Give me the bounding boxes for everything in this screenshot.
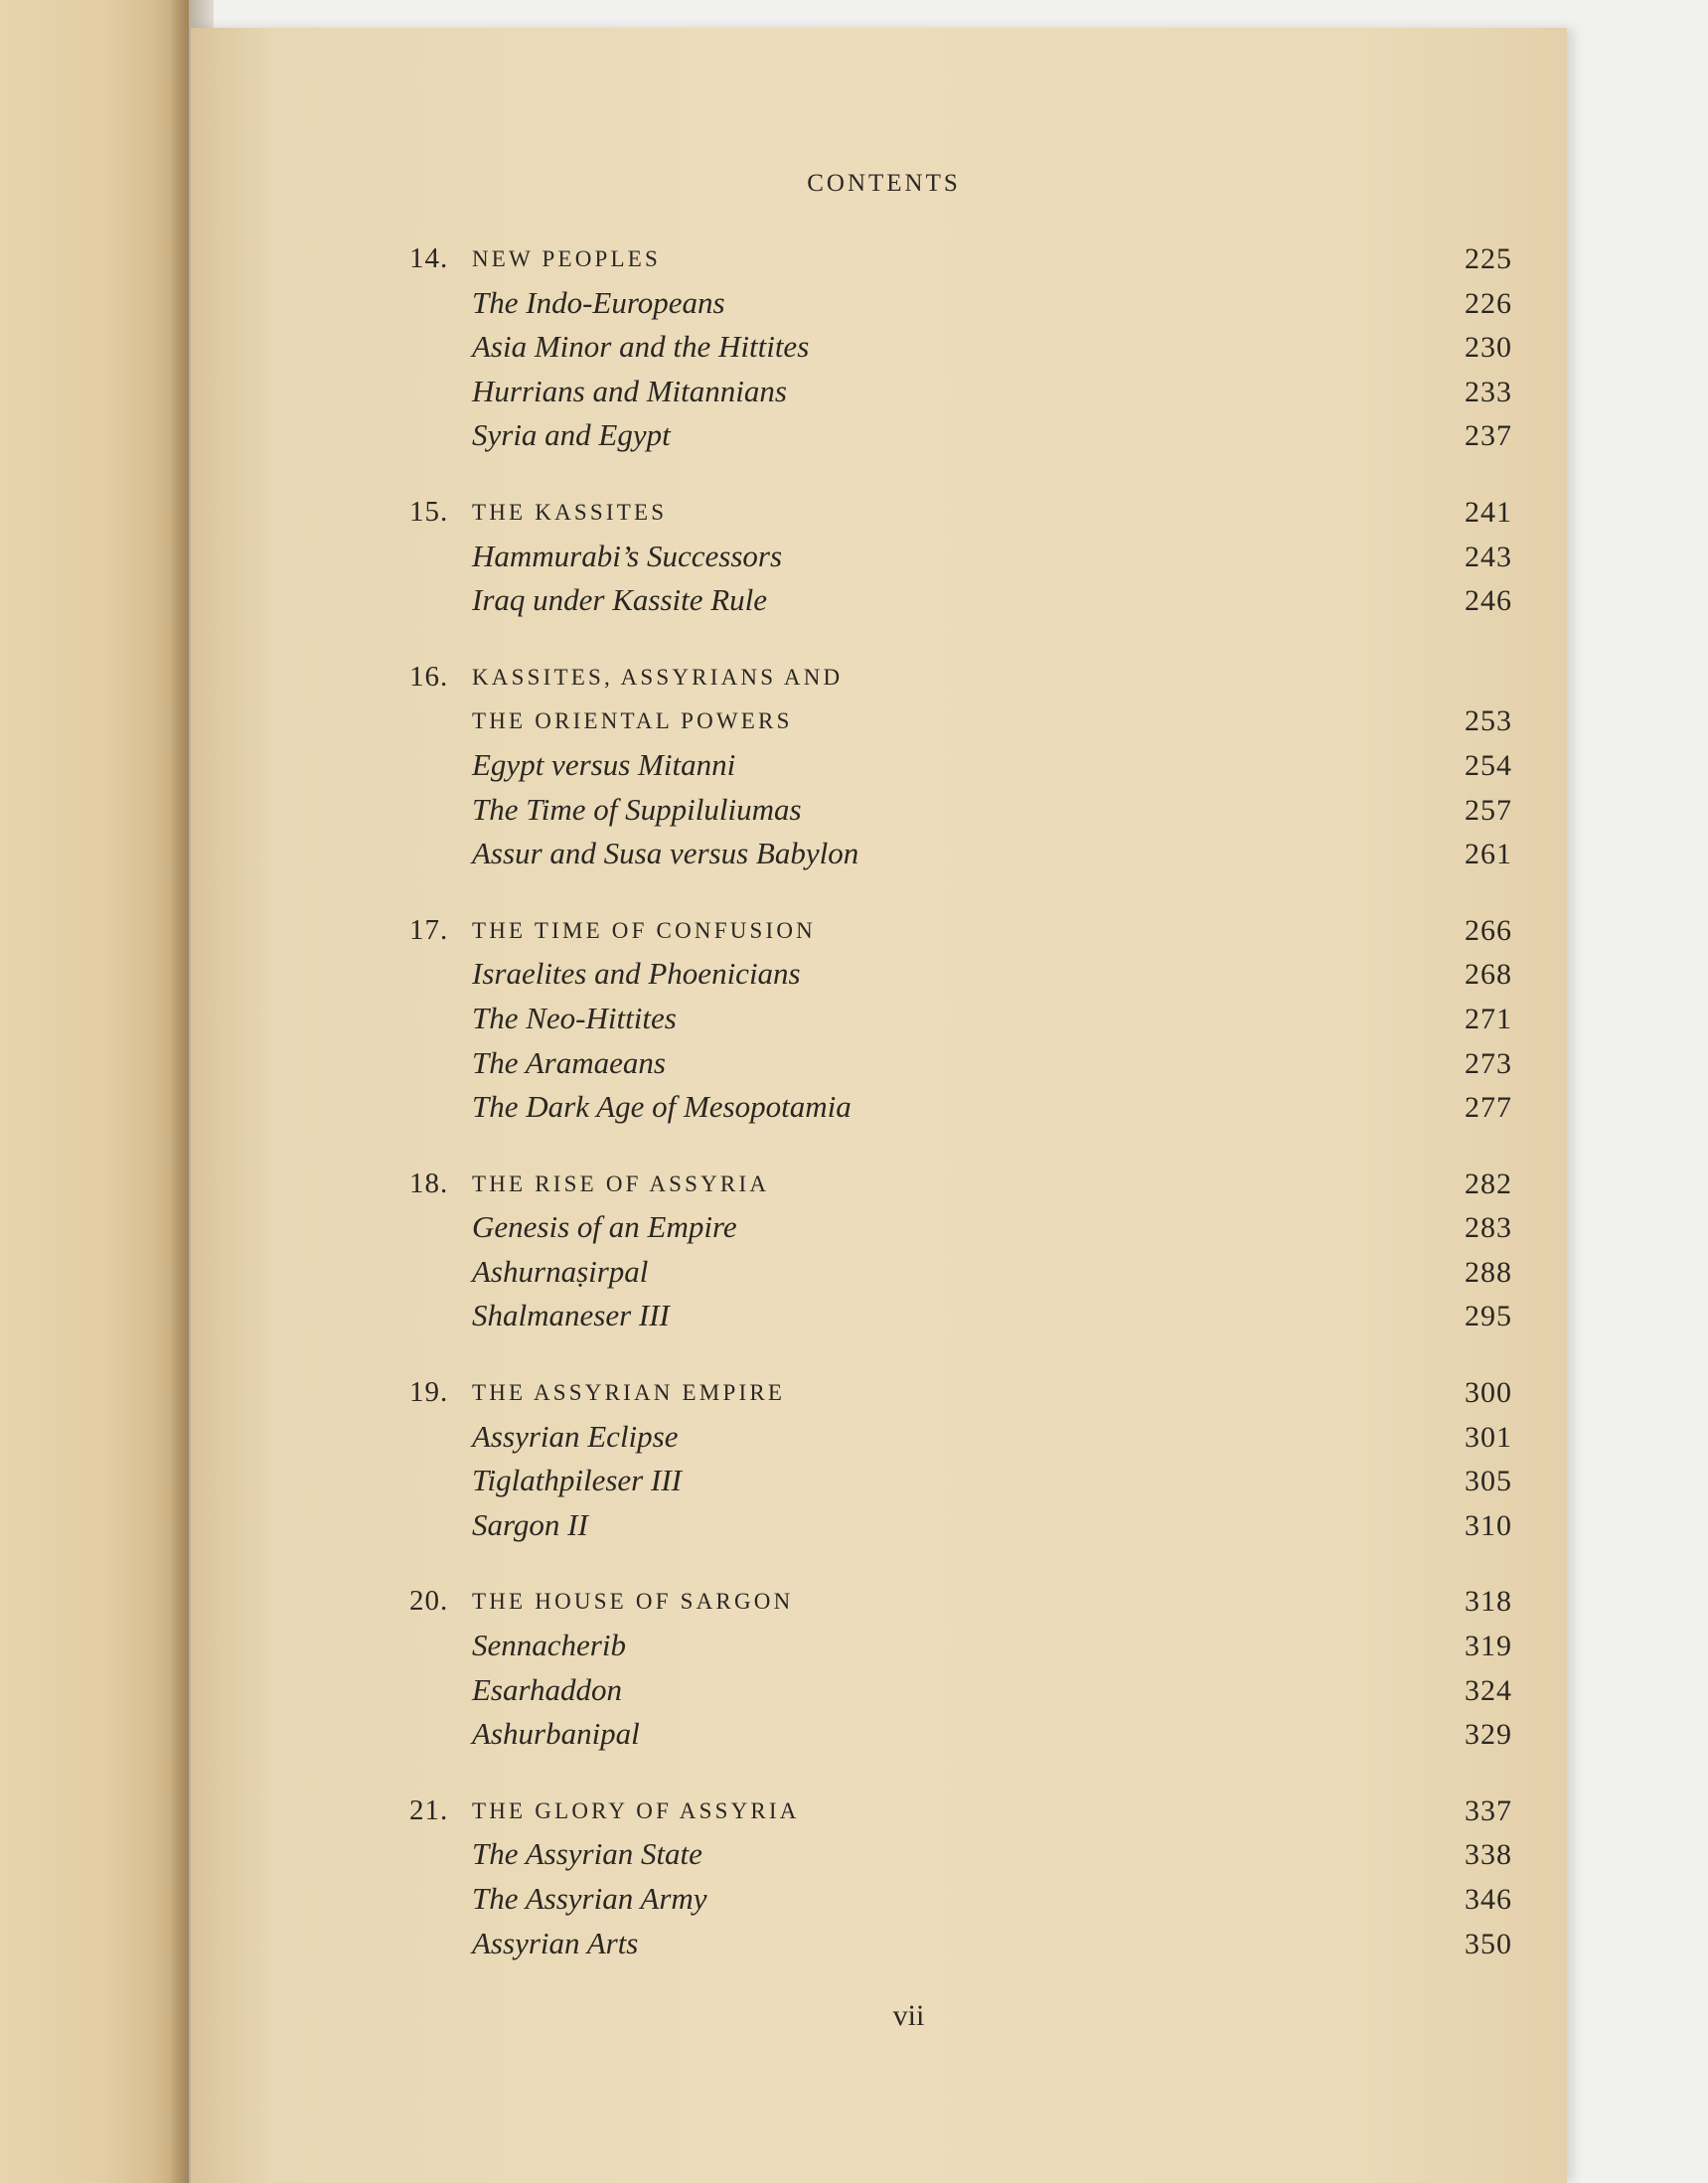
chapter-number: 20. <box>409 1585 449 1618</box>
chapter-number: 18. <box>409 1167 449 1199</box>
page-number: 271 <box>1465 1002 1512 1035</box>
section-title: The Indo-Europeans <box>472 284 725 320</box>
page-number: 324 <box>1465 1673 1512 1707</box>
section-entry <box>409 788 1512 833</box>
section-title: Sennacherib <box>472 1628 626 1663</box>
page-number: 300 <box>1465 1376 1512 1410</box>
table-of-contents <box>409 236 1512 1997</box>
page-number: 225 <box>1465 242 1512 275</box>
chapter-title: THE TIME OF CONFUSION <box>472 917 816 943</box>
section-title: The Time of Suppiluliumas <box>472 791 802 827</box>
chapter-15 <box>409 490 1512 623</box>
chapter-heading <box>409 1789 1512 1833</box>
section-entry <box>409 1459 1512 1503</box>
page-number: 254 <box>1465 748 1512 782</box>
section-title: Egypt versus Mitanni <box>472 746 736 782</box>
chapter-heading <box>409 1370 1512 1415</box>
page-number: 283 <box>1465 1211 1512 1245</box>
section-title: Sargon II <box>472 1506 588 1542</box>
page-number: 350 <box>1465 1927 1512 1960</box>
chapter-17 <box>409 908 1512 1130</box>
section-title: Ashurnaṣirpal <box>472 1253 649 1289</box>
page-number: 257 <box>1465 793 1512 827</box>
page-number: 329 <box>1465 1718 1512 1752</box>
section-title: Ashurbanipal <box>472 1716 640 1752</box>
section-entry <box>409 535 1512 579</box>
page-number: 277 <box>1465 1091 1512 1125</box>
section-entry <box>409 1041 1512 1086</box>
page-number: 295 <box>1465 1300 1512 1333</box>
page-folio: vii <box>892 1999 925 2032</box>
section-title: Iraq under Kassite Rule <box>472 582 768 618</box>
section-entry <box>409 1922 1512 1966</box>
chapter-18 <box>409 1162 1512 1338</box>
page-title: CONTENTS <box>807 170 961 197</box>
section-entry <box>409 997 1512 1041</box>
section-entry <box>409 1668 1512 1713</box>
chapter-number: 16. <box>409 660 449 693</box>
chapter-title: THE RISE OF ASSYRIA <box>472 1170 770 1196</box>
section-entry <box>409 1712 1512 1757</box>
page-number: 268 <box>1465 958 1512 992</box>
chapter-heading <box>409 655 1512 700</box>
section-entry <box>409 578 1512 623</box>
page-number: 301 <box>1465 1420 1512 1454</box>
page-number: 338 <box>1465 1838 1512 1872</box>
section-title: The Dark Age of Mesopotamia <box>472 1089 852 1125</box>
page-number: 243 <box>1465 540 1512 573</box>
chapter-heading-continued <box>409 699 1512 743</box>
chapter-number: 19. <box>409 1376 449 1409</box>
chapter-title: THE HOUSE OF SARGON <box>472 1589 794 1615</box>
section-title: Shalmaneser III <box>472 1298 670 1333</box>
section-title: The Assyrian Army <box>472 1881 707 1916</box>
chapter-title: THE GLORY OF ASSYRIA <box>472 1797 800 1823</box>
section-title: Assur and Susa versus Babylon <box>472 836 859 871</box>
chapter-heading <box>409 1579 1512 1624</box>
section-entry <box>409 1624 1512 1668</box>
page-number: 230 <box>1465 331 1512 365</box>
section-title: Hurrians and Mitannians <box>472 373 787 408</box>
section-entry <box>409 952 1512 997</box>
chapter-title: THE ASSYRIAN EMPIRE <box>472 1380 786 1406</box>
page-number: 305 <box>1465 1465 1512 1498</box>
section-entry <box>409 1085 1512 1130</box>
page-number: 318 <box>1465 1585 1512 1619</box>
section-title: Assyrian Arts <box>472 1925 639 1960</box>
chapter-heading <box>409 908 1512 953</box>
page-number: 253 <box>1465 704 1512 738</box>
page-number: 288 <box>1465 1255 1512 1289</box>
section-entry <box>409 325 1512 370</box>
page-number: 319 <box>1465 1630 1512 1663</box>
chapter-title-line-1: KASSITES, ASSYRIANS AND <box>472 664 844 690</box>
section-title: Asia Minor and the Hittites <box>472 329 810 365</box>
chapter-number: 14. <box>409 242 449 274</box>
page-number: 226 <box>1465 286 1512 320</box>
chapter-number: 21. <box>409 1793 449 1826</box>
section-title: Syria and Egypt <box>472 417 671 453</box>
section-entry <box>409 413 1512 458</box>
chapter-20 <box>409 1579 1512 1756</box>
section-title: Tiglathpileser III <box>472 1463 682 1498</box>
section-entry <box>409 1205 1512 1250</box>
section-title: The Neo-Hittites <box>472 1000 677 1035</box>
page-number: 346 <box>1465 1883 1512 1916</box>
section-title: Hammurabi’s Successors <box>472 538 783 573</box>
chapter-19 <box>409 1370 1512 1547</box>
page-number: 273 <box>1465 1046 1512 1080</box>
page-number: 246 <box>1465 584 1512 618</box>
section-entry <box>409 1294 1512 1338</box>
section-entry <box>409 1503 1512 1548</box>
section-title: Assyrian Eclipse <box>472 1418 679 1454</box>
section-entry <box>409 1415 1512 1460</box>
section-title: Esarhaddon <box>472 1671 623 1707</box>
chapter-number: 17. <box>409 913 449 946</box>
chapter-title-line-2: THE ORIENTAL POWERS <box>472 708 793 734</box>
chapter-number: 15. <box>409 495 449 528</box>
chapter-heading <box>409 490 1512 535</box>
section-entry <box>409 1250 1512 1295</box>
chapter-title: THE KASSITES <box>472 499 668 525</box>
section-title: Genesis of an Empire <box>472 1209 737 1245</box>
page-number: 261 <box>1465 838 1512 871</box>
page-number: 337 <box>1465 1793 1512 1827</box>
chapter-14 <box>409 236 1512 458</box>
chapter-heading <box>409 236 1512 281</box>
page-number: 266 <box>1465 913 1512 947</box>
section-title: The Assyrian State <box>472 1836 702 1872</box>
page-number: 310 <box>1465 1508 1512 1542</box>
section-entry <box>409 281 1512 326</box>
chapter-16 <box>409 655 1512 876</box>
section-entry <box>409 832 1512 876</box>
chapter-heading <box>409 1162 1512 1206</box>
chapter-21 <box>409 1789 1512 1965</box>
section-entry <box>409 743 1512 788</box>
page-number: 241 <box>1465 495 1512 529</box>
section-title: The Aramaeans <box>472 1044 666 1080</box>
section-entry <box>409 1877 1512 1922</box>
left-page-edge <box>0 0 189 2183</box>
page-number: 233 <box>1465 375 1512 408</box>
section-entry <box>409 1832 1512 1877</box>
section-entry <box>409 370 1512 414</box>
page-number: 282 <box>1465 1167 1512 1200</box>
page-number: 237 <box>1465 419 1512 453</box>
book-page <box>191 28 1567 2183</box>
chapter-title: NEW PEOPLES <box>472 246 662 271</box>
section-title: Israelites and Phoenicians <box>472 956 801 992</box>
